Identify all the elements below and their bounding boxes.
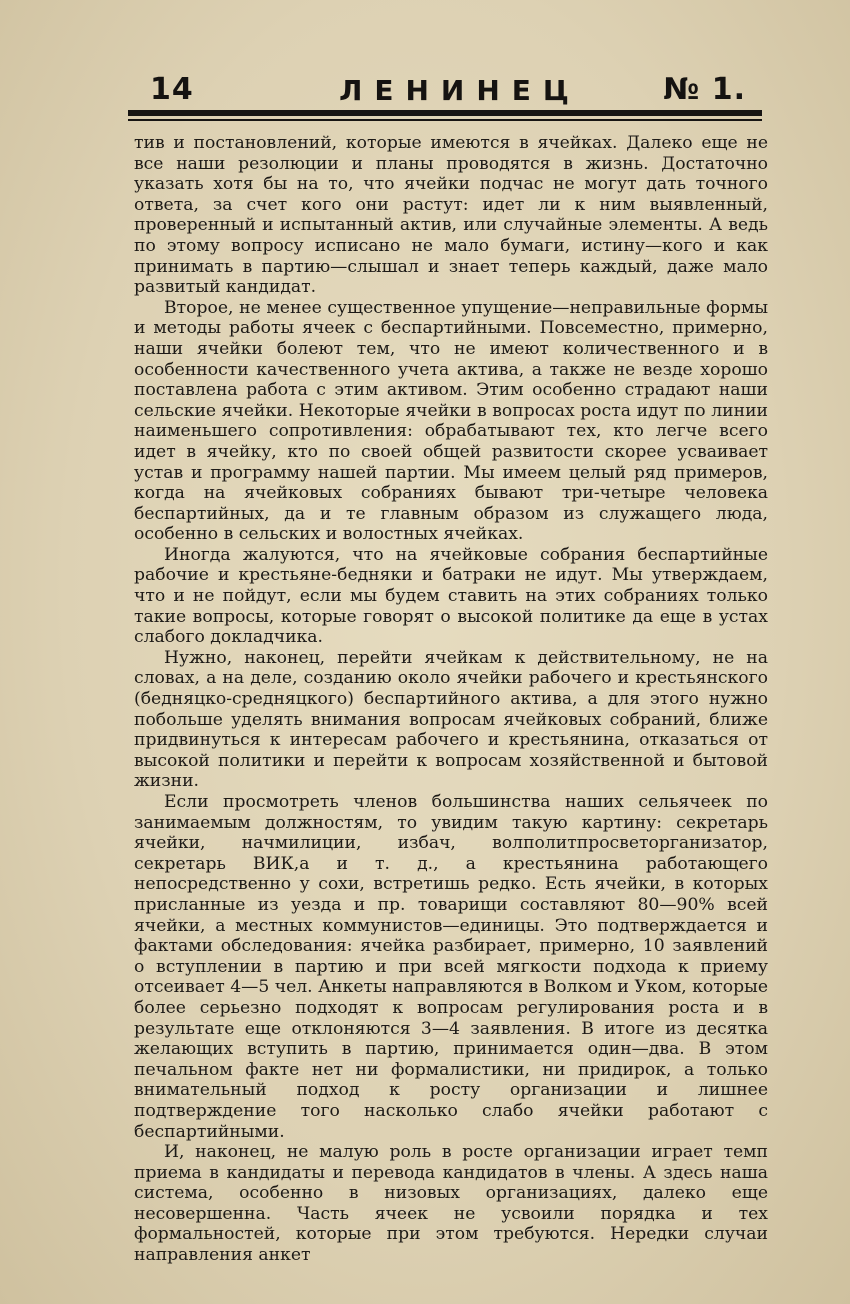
header-rule-thin xyxy=(128,119,762,121)
journal-title: ЛЕНИНЕЦ xyxy=(339,74,581,107)
paragraph-5: Если просмотреть членов большинства наших сельячеек по занимаемым должностям, то увидим такую картину: секретарь ячейки, начмилиции, избач, волполитпросветорганизатор, секретарь ВИК,а и т. д., а крестьянина работающего непосредственно у сохи, встретишь редко. Есть ячейки, в которых присланные из уезда и пр. товарищи составляют 80—90% всей ячейки, а местных коммунистов—единицы. Это подтверждается и фактами обследования: ячейка разбирает, примерно, 10 заявлений о вступлении в партию и при всей мягкости подхода к приему отсеивает 4—5 чел. Анкеты направляются в Волком и Уком, которые более серьезно подходят к вопросам регулирования роста и в результате еще отклоняются 3—4 заявления. В итоге из десятка желающих вступить в партию, принимается один—два. В этом печальном факте нет ни формалистики, ни придирок, а только внимательный подход к росту организации и лишнее подтверждение того насколько слабо ячейки работают с беспартийными. xyxy=(134,792,768,1142)
page-header xyxy=(128,68,768,114)
issue-number: № 1. xyxy=(663,72,746,107)
page-number: 14 xyxy=(150,72,194,107)
article-body xyxy=(134,133,768,1266)
paragraph-4: Нужно, наконец, перейти ячейкам к действительному, не на словах, а на деле, созданию около ячейки рабочего и крестьянского (бедняцко-средняцкого) беспартийного актива, а для этого нужно побольше уделять внимания вопросам ячейковых собраний, ближе придвинуться к интересам рабочего и крестьянина, отказаться от высокой политики и перейти к вопросам хозяйственной и бытовой жизни. xyxy=(134,647,768,792)
paragraph-3: Иногда жалуются, что на ячейковые собрания беспартийные рабочие и крестьяне-бедняки и батраки не идут. Мы утверждаем, что и не пойдут, если мы будем ставить на этих собраниях только такие вопросы, которые говорят о высокой политике да еще в устах слабого докладчика. xyxy=(134,544,768,648)
header-rule-thick xyxy=(128,110,762,116)
paragraph-2: Второе, не менее существенное упущение—неправильные формы и методы работы ячеек с беспартийными. Повсеместно, примерно, наши ячейки болеют тем, что не имеют количественного и в особенности качественного учета актива, а также не везде хорошо поставлена работа с этим активом. Этим особенно страдают наши сельские ячейки. Некоторые ячейки в вопросах роста идут по линии наименьшего сопротивления: обрабатывают тех, кто легче всего идет в ячейку, кто по своей общей развитости скорее усваивает устав и программу нашей партии. Мы имеем целый ряд примеров, когда на ячейковых собраниях бывают три-четыре человека беспартийных, да и те главным образом из служащего люда, особенно в сельских и волостных ячейках. xyxy=(134,297,768,545)
paragraph-1: тив и постановлений, которые имеются в ячейках. Далеко еще не все наши резолюции и планы проводятся в жизнь. Достаточно указать хотя бы на то, что ячейки подчас не могут дать точного ответа, за счет кого они растут: идет ли к ним выявленный, проверенный и испытанный актив, или случайные элементы. А ведь по этому вопросу исписано не мало бумаги, истину—кого и как принимать в партию—слышал и знает теперь каждый, даже мало развитый кандидат. xyxy=(134,133,768,298)
paragraph-6: И, наконец, не малую роль в росте организации играет темп приема в кандидаты и перевода кандидатов в члены. А здесь наша система, особенно в низовых организациях, далеко еще несовершенна. Часть ячеек не усвоили порядка и тех формальностей, которые при этом требуются. Нередки случаи направления анкет xyxy=(134,1142,768,1266)
